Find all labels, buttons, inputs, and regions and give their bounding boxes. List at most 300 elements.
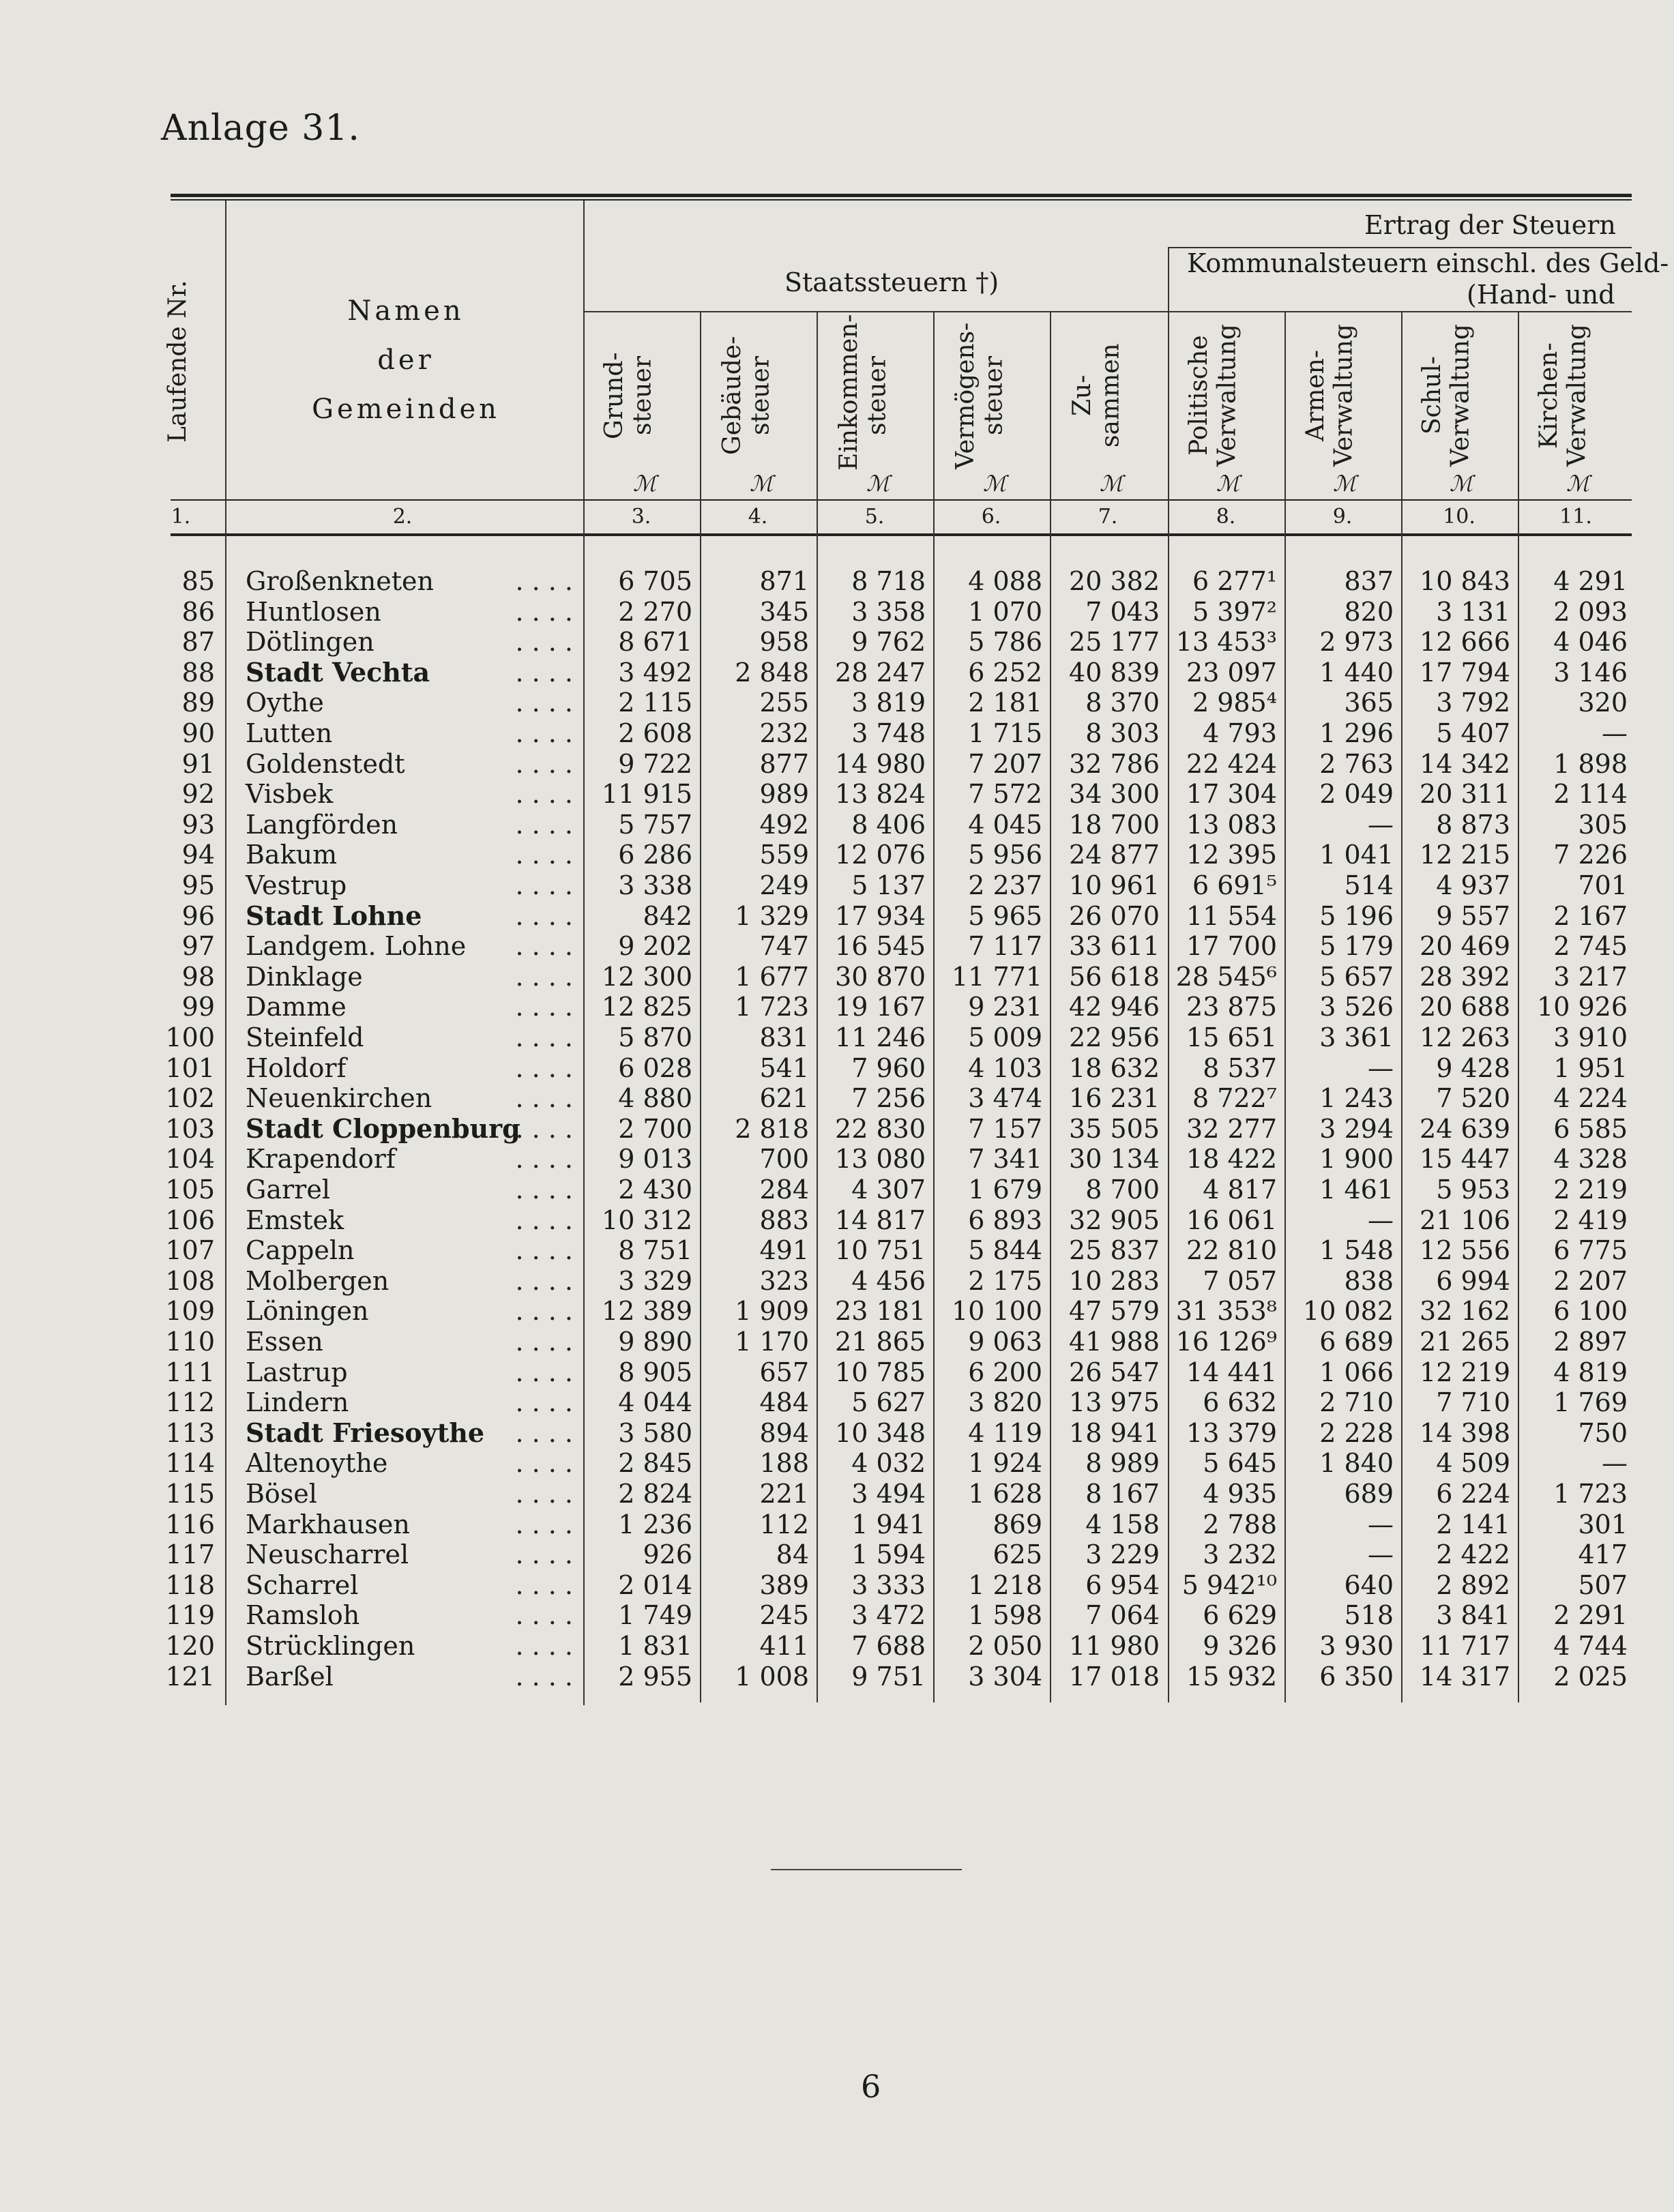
- leader-dots: . . . .: [515, 657, 573, 688]
- cell-col3: 2 824: [618, 1479, 692, 1509]
- cell-col7: 8 989: [1085, 1448, 1160, 1479]
- table-row: [0, 1631, 1674, 1662]
- cell-col7: 25 177: [1069, 627, 1160, 658]
- cell-col10: 14 398: [1420, 1417, 1510, 1448]
- cell-col6: 1 218: [968, 1569, 1042, 1600]
- cell-col7: 35 505: [1069, 1113, 1160, 1144]
- cell-col3: 2 430: [618, 1175, 692, 1205]
- header-bottom-rule: [171, 499, 1632, 501]
- cell-col10: 6 224: [1436, 1479, 1510, 1509]
- cell-col4: 84: [776, 1539, 809, 1570]
- cell-col6: 6 200: [968, 1357, 1042, 1387]
- cell-col8: 6 632: [1203, 1387, 1277, 1418]
- cell-col4: 877: [759, 748, 809, 779]
- cell-col4: 958: [759, 627, 809, 658]
- cell-col10: 2 892: [1436, 1569, 1510, 1600]
- unit-col3: ℳ: [633, 471, 657, 497]
- cell-col5: 14 980: [835, 748, 926, 779]
- cell-col3: 9 890: [618, 1327, 692, 1357]
- table-row: [0, 1418, 1674, 1449]
- leader-dots: . . . .: [515, 1296, 573, 1327]
- cell-col9: 1 296: [1319, 718, 1394, 748]
- unit-col5: ℳ: [866, 471, 890, 497]
- cell-col11: 1 951: [1553, 1052, 1628, 1083]
- cell-col3: 8 905: [618, 1357, 692, 1387]
- cell-col6: 2 050: [968, 1631, 1042, 1661]
- cell-col6: 3 474: [968, 1083, 1042, 1114]
- cell-col8: 9 326: [1203, 1631, 1277, 1661]
- cell-col3: 6 028: [618, 1052, 692, 1083]
- cell-col6: 4 088: [968, 566, 1042, 596]
- cell-col11: 507: [1578, 1569, 1628, 1600]
- table-row: [0, 1053, 1674, 1084]
- cell-col11: 4 224: [1553, 1083, 1628, 1114]
- row-number: 107: [165, 1235, 215, 1266]
- cell-col6: 9 231: [968, 992, 1042, 1022]
- unit-col7: ℳ: [1100, 471, 1124, 497]
- leader-dots: . . . .: [515, 1175, 573, 1205]
- cell-col10: 3 841: [1436, 1600, 1510, 1631]
- cell-col11: —: [1602, 718, 1628, 748]
- cell-col10: 28 392: [1420, 961, 1510, 992]
- cell-col5: 19 167: [835, 992, 926, 1022]
- cell-col3: 2 608: [618, 718, 692, 748]
- cell-col11: 10 926: [1537, 992, 1628, 1022]
- cell-col7: 32 905: [1069, 1205, 1160, 1235]
- cell-col8: 6 277¹: [1192, 566, 1277, 596]
- row-number: 109: [165, 1296, 215, 1327]
- cell-col10: 20 688: [1420, 992, 1510, 1022]
- leader-dots: . . . .: [515, 1387, 573, 1418]
- cell-col8: 5 942¹⁰: [1181, 1569, 1277, 1600]
- cell-col10: 20 469: [1420, 931, 1510, 962]
- cell-col7: 32 786: [1069, 748, 1160, 779]
- cell-col6: 3 820: [968, 1387, 1042, 1418]
- cell-col10: 6 994: [1436, 1265, 1510, 1296]
- cell-col5: 14 817: [835, 1205, 926, 1235]
- cell-col4: 657: [759, 1357, 809, 1387]
- cell-col10: 14 342: [1420, 748, 1510, 779]
- cell-col3: 12 300: [602, 961, 692, 992]
- cell-col11: 2 207: [1553, 1265, 1628, 1296]
- table-row: [0, 901, 1674, 932]
- municipality-name: Lindern: [246, 1387, 349, 1418]
- table-row: [0, 931, 1674, 962]
- cell-col7: 8 370: [1085, 688, 1160, 718]
- cell-col7: 26 070: [1069, 900, 1160, 931]
- cell-col9: 838: [1344, 1265, 1394, 1296]
- cell-col11: 2 897: [1553, 1327, 1628, 1357]
- cell-col3: 9 202: [618, 931, 692, 962]
- municipality-name: Löningen: [246, 1296, 369, 1327]
- cell-col4: 484: [759, 1387, 809, 1418]
- cell-col3: 2 955: [618, 1661, 692, 1692]
- namen-header: [232, 286, 580, 434]
- cell-col8: 6 629: [1203, 1600, 1277, 1631]
- cell-col11: 3 217: [1553, 961, 1628, 992]
- cell-col7: 17 018: [1069, 1661, 1160, 1692]
- cell-col6: 1 598: [968, 1600, 1042, 1631]
- cell-col8: 23 097: [1186, 657, 1277, 688]
- cell-col8: 16 061: [1186, 1205, 1277, 1235]
- cell-col3: 4 880: [618, 1083, 692, 1114]
- table-row: [0, 749, 1674, 780]
- municipality-name: Scharrel: [246, 1569, 359, 1600]
- cell-col9: 3 294: [1319, 1113, 1394, 1144]
- row-number: 115: [165, 1479, 215, 1509]
- col-header-zusammen: Zu- sammen: [1068, 343, 1125, 448]
- leader-dots: . . . .: [515, 1083, 573, 1114]
- kommunalsteuern-header: Kommunalsteuern einschl. des Geld-: [1187, 248, 1669, 278]
- cell-col8: 5 397²: [1192, 596, 1277, 627]
- row-number: 101: [165, 1052, 215, 1083]
- cell-col5: 23 181: [835, 1296, 926, 1327]
- table-row: [0, 1296, 1674, 1327]
- staatssteuern-underline: [583, 311, 1168, 312]
- cell-col10: 9 428: [1436, 1052, 1510, 1083]
- cell-col6: 6 252: [968, 657, 1042, 688]
- municipality-name: Neuscharrel: [246, 1539, 409, 1570]
- page-label: Anlage 31.: [161, 108, 360, 149]
- cell-col5: 3 472: [851, 1600, 926, 1631]
- cell-col4: 883: [759, 1205, 809, 1235]
- colno-3: 3.: [631, 505, 651, 529]
- cell-col5: 13 080: [835, 1144, 926, 1175]
- row-number: 105: [165, 1175, 215, 1205]
- unit-col9: ℳ: [1333, 471, 1357, 497]
- cell-col3: 10 312: [602, 1205, 692, 1235]
- cell-col7: 18 941: [1069, 1417, 1160, 1448]
- cell-col8: 4 817: [1203, 1175, 1277, 1205]
- cell-col5: 5 627: [851, 1387, 926, 1418]
- column-number-rule: [171, 533, 1632, 536]
- cell-col6: 625: [993, 1539, 1042, 1570]
- kommunal-underline: [1168, 311, 1632, 312]
- cell-col4: 249: [759, 870, 809, 900]
- cell-col9: —: [1368, 1052, 1394, 1083]
- municipality-name: Essen: [246, 1327, 323, 1357]
- cell-col11: 6 585: [1553, 1113, 1628, 1144]
- cell-col4: 411: [759, 1631, 809, 1661]
- row-number: 89: [181, 688, 215, 718]
- cell-col11: 4 328: [1553, 1144, 1628, 1175]
- colno-2: 2.: [392, 505, 413, 529]
- cell-col3: 5 870: [618, 1022, 692, 1052]
- cell-col5: 4 456: [851, 1265, 926, 1296]
- cell-col8: 17 700: [1186, 931, 1277, 962]
- cell-col6: 6 893: [968, 1205, 1042, 1235]
- leader-dots: . . . .: [515, 961, 573, 992]
- leader-dots: . . . .: [515, 1661, 573, 1692]
- cell-col8: 8 537: [1203, 1052, 1277, 1083]
- cell-col5: 11 246: [835, 1022, 926, 1052]
- cell-col9: 1 066: [1319, 1357, 1394, 1387]
- row-number: 86: [181, 596, 215, 627]
- cell-col3: 3 329: [618, 1265, 692, 1296]
- municipality-name: Strücklingen: [246, 1631, 415, 1661]
- cell-col4: 255: [759, 688, 809, 718]
- cell-col5: 21 865: [835, 1327, 926, 1357]
- cell-col8: 13 083: [1186, 809, 1277, 840]
- row-number: 103: [165, 1113, 215, 1144]
- municipality-name: Barßel: [246, 1661, 334, 1692]
- cell-col6: 2 181: [968, 688, 1042, 718]
- row-number: 102: [165, 1083, 215, 1114]
- row-number: 113: [165, 1417, 215, 1448]
- cell-col4: 492: [759, 809, 809, 840]
- cell-col4: 871: [759, 566, 809, 596]
- cell-col9: 5 196: [1319, 900, 1394, 931]
- row-number: 114: [165, 1448, 215, 1479]
- cell-col8: 3 232: [1203, 1539, 1277, 1570]
- row-number: 95: [181, 870, 215, 900]
- cell-col6: 4 103: [968, 1052, 1042, 1083]
- municipality-name: Neuenkirchen: [246, 1083, 432, 1114]
- cell-col8: 14 441: [1186, 1357, 1277, 1387]
- col-header-kirchen-verwaltung: Kirchen- Verwaltung: [1535, 324, 1591, 467]
- cell-col10: 21 106: [1420, 1205, 1510, 1235]
- municipality-name: Landgem. Lohne: [246, 931, 467, 962]
- cell-col8: 2 985⁴: [1192, 688, 1277, 718]
- cell-col7: 8 700: [1085, 1175, 1160, 1205]
- municipality-name: Bakum: [246, 840, 338, 870]
- cell-col9: 837: [1344, 566, 1394, 596]
- municipality-name: Stadt Cloppenburg: [246, 1112, 520, 1144]
- table-row: [0, 1387, 1674, 1418]
- cell-col5: 9 762: [851, 627, 926, 658]
- cell-col3: 2 014: [618, 1569, 692, 1600]
- staatssteuern-header: Staatssteuern †): [784, 267, 999, 297]
- cell-col4: 389: [759, 1569, 809, 1600]
- municipality-name: Damme: [246, 992, 347, 1022]
- cell-col9: 1 900: [1319, 1144, 1394, 1175]
- municipality-name: Vestrup: [246, 870, 347, 900]
- cell-col11: —: [1602, 1448, 1628, 1479]
- cell-col4: 188: [759, 1448, 809, 1479]
- cell-col11: 2 114: [1553, 779, 1628, 810]
- cell-col10: 21 265: [1420, 1327, 1510, 1357]
- col-header-einkommensteuer: Einkommen- steuer: [835, 314, 892, 471]
- cell-col11: 750: [1578, 1417, 1628, 1448]
- cell-col8: 13 453³: [1175, 627, 1277, 658]
- cell-col7: 7 043: [1085, 596, 1160, 627]
- cell-col5: 4 032: [851, 1448, 926, 1479]
- cell-col8: 22 424: [1186, 748, 1277, 779]
- leader-dots: . . . .: [515, 931, 573, 962]
- municipality-name: Goldenstedt: [246, 748, 405, 779]
- cell-col7: 40 839: [1069, 657, 1160, 688]
- cell-col4: 112: [759, 1509, 809, 1539]
- municipality-name: Dinklage: [246, 961, 363, 992]
- cell-col4: 245: [759, 1600, 809, 1631]
- cell-col10: 2 422: [1436, 1539, 1510, 1570]
- leader-dots: . . . .: [515, 1265, 573, 1296]
- table-row: [0, 1600, 1674, 1631]
- colno-10: 10.: [1443, 505, 1475, 529]
- municipality-name: Molbergen: [246, 1265, 390, 1296]
- cell-col10: 12 219: [1420, 1357, 1510, 1387]
- cell-col6: 869: [993, 1509, 1042, 1539]
- cell-col5: 10 751: [835, 1235, 926, 1266]
- leader-dots: . . . .: [515, 992, 573, 1022]
- cell-col6: 1 679: [968, 1175, 1042, 1205]
- cell-col4: 232: [759, 718, 809, 748]
- colno-6: 6.: [981, 505, 1001, 529]
- cell-col9: 1 440: [1319, 657, 1394, 688]
- cell-col11: 2 167: [1553, 900, 1628, 931]
- cell-col8: 8 722⁷: [1192, 1083, 1277, 1114]
- cell-col3: 6 286: [618, 840, 692, 870]
- cell-col9: —: [1368, 1539, 1394, 1570]
- table-row: [0, 779, 1674, 810]
- row-number: 85: [181, 566, 215, 596]
- cell-col11: 2 745: [1553, 931, 1628, 962]
- leader-dots: . . . .: [515, 1509, 573, 1539]
- table-row: [0, 688, 1674, 718]
- row-number: 90: [181, 718, 215, 748]
- cell-col11: 305: [1578, 809, 1628, 840]
- page-number: 6: [861, 2068, 881, 2105]
- cell-col5: 7 688: [851, 1631, 926, 1661]
- unit-col10: ℳ: [1450, 471, 1473, 497]
- row-number: 112: [165, 1387, 215, 1418]
- leader-dots: . . . .: [515, 1631, 573, 1661]
- row-number: 96: [181, 900, 215, 931]
- cell-col10: 4 937: [1436, 870, 1510, 900]
- row-number: 88: [181, 657, 215, 688]
- cell-col11: 3 910: [1553, 1022, 1628, 1052]
- cell-col4: 1 008: [735, 1661, 809, 1692]
- table-row: [0, 870, 1674, 901]
- cell-col10: 14 317: [1420, 1661, 1510, 1692]
- cell-col10: 12 215: [1420, 840, 1510, 870]
- row-number: 98: [181, 961, 215, 992]
- leader-dots: . . . .: [515, 1144, 573, 1175]
- col-header-politische-verwaltung: Politische Verwaltung: [1185, 324, 1242, 467]
- municipality-name: Ramsloh: [246, 1600, 360, 1631]
- cell-col3: 8 671: [618, 627, 692, 658]
- municipality-name: Dötlingen: [246, 627, 375, 658]
- cell-col9: 1 041: [1319, 840, 1394, 870]
- table-row: [0, 1266, 1674, 1297]
- cell-col10: 12 666: [1420, 627, 1510, 658]
- cell-col6: 7 157: [968, 1113, 1042, 1144]
- cell-col10: 5 407: [1436, 718, 1510, 748]
- leader-dots: . . . .: [515, 1113, 573, 1144]
- cell-col8: 15 651: [1186, 1022, 1277, 1052]
- cell-col9: 2 973: [1319, 627, 1394, 658]
- cell-col8: 5 645: [1203, 1448, 1277, 1479]
- row-number: 108: [165, 1265, 215, 1296]
- cell-col10: 8 873: [1436, 809, 1510, 840]
- cell-col8: 16 126⁹: [1175, 1327, 1277, 1357]
- cell-col7: 47 579: [1069, 1296, 1160, 1327]
- leader-dots: . . . .: [515, 1448, 573, 1479]
- cell-col6: 5 786: [968, 627, 1042, 658]
- row-number: 99: [181, 992, 215, 1022]
- leader-dots: . . . .: [515, 1022, 573, 1052]
- row-number: 111: [165, 1357, 215, 1387]
- table-row: [0, 597, 1674, 628]
- cell-col6: 10 100: [952, 1296, 1042, 1327]
- leader-dots: . . . .: [515, 566, 573, 596]
- municipality-name: Altenoythe: [246, 1448, 388, 1479]
- municipality-name: Huntlosen: [246, 596, 381, 627]
- cell-col9: 5 657: [1319, 961, 1394, 992]
- table-row: [0, 992, 1674, 1022]
- table-row: [0, 962, 1674, 992]
- cell-col4: 1 723: [735, 992, 809, 1022]
- row-number: 104: [165, 1144, 215, 1175]
- cell-col11: 2 291: [1553, 1600, 1628, 1631]
- cell-col9: 514: [1344, 870, 1394, 900]
- cell-col9: 2 228: [1319, 1417, 1394, 1448]
- cell-col8: 18 422: [1186, 1144, 1277, 1175]
- cell-col3: 6 705: [618, 566, 692, 596]
- cell-col5: 3 819: [851, 688, 926, 718]
- namen-header-line1: Namen: [347, 295, 465, 327]
- municipality-name: Cappeln: [246, 1235, 355, 1266]
- colno-7: 7.: [1098, 505, 1118, 529]
- cell-col5: 4 307: [851, 1175, 926, 1205]
- cell-col3: 11 915: [602, 779, 692, 810]
- cell-col9: 3 361: [1319, 1022, 1394, 1052]
- cell-col5: 8 718: [851, 566, 926, 596]
- colno-8: 8.: [1216, 505, 1236, 529]
- cell-col3: 1 236: [618, 1509, 692, 1539]
- leader-dots: . . . .: [515, 1479, 573, 1509]
- cell-col9: 640: [1344, 1569, 1394, 1600]
- cell-col8: 4 793: [1203, 718, 1277, 748]
- cell-col3: 1 749: [618, 1600, 692, 1631]
- cell-col5: 1 594: [851, 1539, 926, 1570]
- leader-dots: . . . .: [515, 1569, 573, 1600]
- table-row: [0, 658, 1674, 688]
- cell-col4: 2 818: [735, 1113, 809, 1144]
- leader-dots: . . . .: [515, 688, 573, 718]
- cell-col10: 11 717: [1420, 1631, 1510, 1661]
- cell-col10: 32 162: [1420, 1296, 1510, 1327]
- cell-col6: 5 009: [968, 1022, 1042, 1052]
- cell-col9: 6 350: [1319, 1661, 1394, 1692]
- municipality-name: Stadt Lohne: [246, 900, 422, 931]
- municipality-name: Lastrup: [246, 1357, 348, 1387]
- cell-col5: 13 824: [835, 779, 926, 810]
- cell-col5: 8 406: [851, 809, 926, 840]
- cell-col7: 41 988: [1069, 1327, 1160, 1357]
- cell-col3: 3 580: [618, 1417, 692, 1448]
- leader-dots: . . . .: [515, 840, 573, 870]
- cell-col9: 10 082: [1303, 1296, 1394, 1327]
- cell-col7: 22 956: [1069, 1022, 1160, 1052]
- row-number: 92: [181, 779, 215, 810]
- cell-col10: 12 556: [1420, 1235, 1510, 1266]
- cell-col10: 24 639: [1420, 1113, 1510, 1144]
- cell-col5: 3 494: [851, 1479, 926, 1509]
- cell-col3: 3 492: [618, 657, 692, 688]
- col-header-schul-verwaltung: Schul- Verwaltung: [1418, 324, 1475, 467]
- cell-col8: 15 932: [1186, 1661, 1277, 1692]
- cell-col9: 1 243: [1319, 1083, 1394, 1114]
- cell-col10: 17 794: [1420, 657, 1510, 688]
- table-row: [0, 1509, 1674, 1540]
- cell-col6: 5 965: [968, 900, 1042, 931]
- cell-col11: 417: [1578, 1539, 1628, 1570]
- municipality-name: Großenkneten: [246, 566, 434, 596]
- cell-col6: 3 304: [968, 1661, 1042, 1692]
- cell-col3: 2 845: [618, 1448, 692, 1479]
- unit-col8: ℳ: [1216, 471, 1240, 497]
